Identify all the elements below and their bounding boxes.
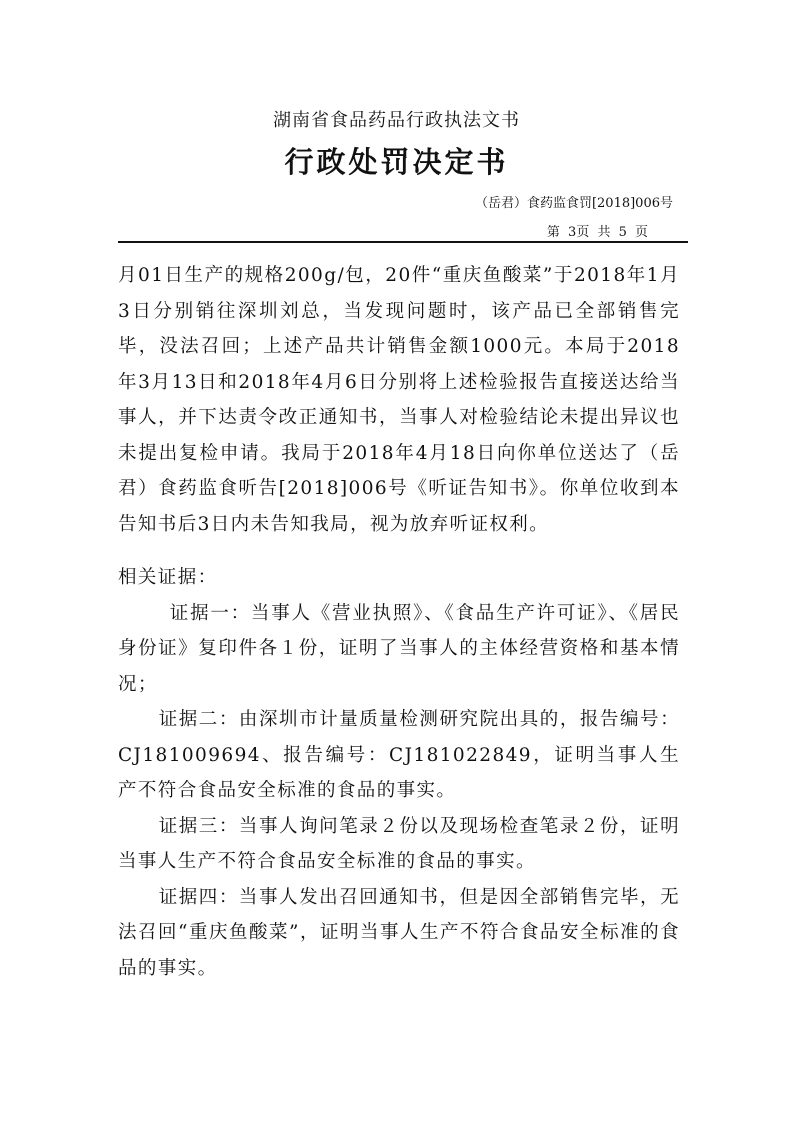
document-title: 行政处罚决定书 [284, 145, 509, 179]
evidence-item-1: 证据一：当事人《营业执照》、《食品生产许可证》、《居民身份证》复印件各１份，证明了当事人的主体经营资格和基本情况； [118, 602, 680, 695]
evidence-item-4: 证据四：当事人发出召回通知书，但是因全部销售完毕，无法召回“重庆鱼酸菜”，证明当事人生产不符合食品安全标准的食品的事实。 [118, 886, 680, 979]
header-divider [118, 241, 688, 243]
document-number: （岳君）食药监食罚[2018]006号 [474, 196, 673, 211]
document-body [118, 258, 680, 986]
agency-heading: 湖南省食品药品行政执法文书 [273, 110, 520, 131]
paragraph-facts: 月01日生产的规格200g/包，20件“重庆鱼酸菜”于2018年1月3日分别销往深圳刘总，当发现问题时，该产品已全部销售完毕，没法召回；上述产品共计销售金额1000元。本局于2018年3月13日和2018年4月6日分别将上述检验报告直接送达给当事人，并下达责令改正通知书，当事人对检验结论未提出异议也未提出复检申请。我局于2018年4月18日向你单位送达了（岳君）食药监食听告[2018]006号《听证告知书》。你单位收到本告知书后3日内未告知我局，视为放弃听证权利。 [118, 265, 680, 535]
evidence-item-2: 证据二：由深圳市计量质量检测研究院出具的，报告编号：CJ181009694、报告编号：CJ181022849，证明当事人生产不符合食品安全标准的食品的事实。 [118, 709, 680, 801]
evidence-heading: 相关证据： [118, 567, 218, 588]
paragraph-gap [118, 542, 680, 560]
evidence-item-3: 证据三：当事人询问笔录２份以及现场检查笔录２份，证明当事人生产不符合食品安全标准的食品的事实。 [118, 815, 680, 872]
page-info: 第 3页 共 5 页 [546, 225, 648, 240]
